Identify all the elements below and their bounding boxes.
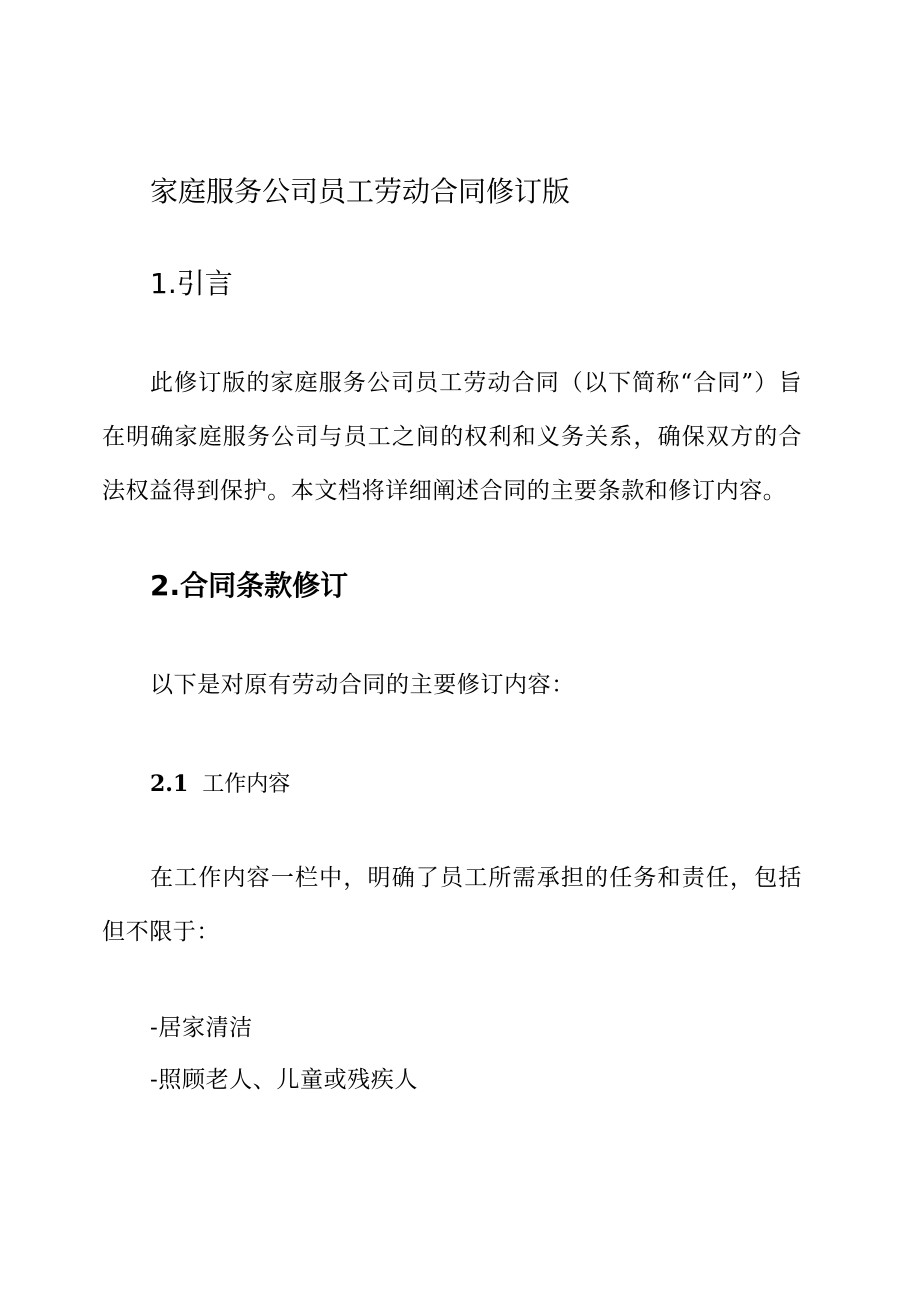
section-heading-contract-revisions: 2.合同条款修订 (150, 569, 349, 602)
list-item: -照顾老人、儿童或残疾人 (150, 1067, 418, 1093)
section-heading-introduction: 1.引言 (150, 267, 233, 300)
introduction-paragraph: 此修订版的家庭服务公司员工劳动合同（以下简称“合同”）旨在明确家庭服务公司与员工之间的权利和义务关系，确保双方的合法权益得到保护。本文档将详细阐述合同的主要条款和修订内容。 (102, 370, 802, 504)
subsection-heading-work-content (150, 768, 290, 801)
revisions-lead-paragraph: 以下是对原有劳动合同的主要修订内容： (150, 672, 575, 698)
subsection-title: 工作内容 (202, 772, 291, 797)
list-item: -居家清洁 (150, 1015, 253, 1041)
document-title: 家庭服务公司员工劳动合同修订版 (150, 175, 571, 208)
work-content-paragraph: 在工作内容一栏中，明确了员工所需承担的任务和责任，包括但不限于： (102, 865, 802, 945)
subsection-number: 2.1 (150, 771, 189, 797)
